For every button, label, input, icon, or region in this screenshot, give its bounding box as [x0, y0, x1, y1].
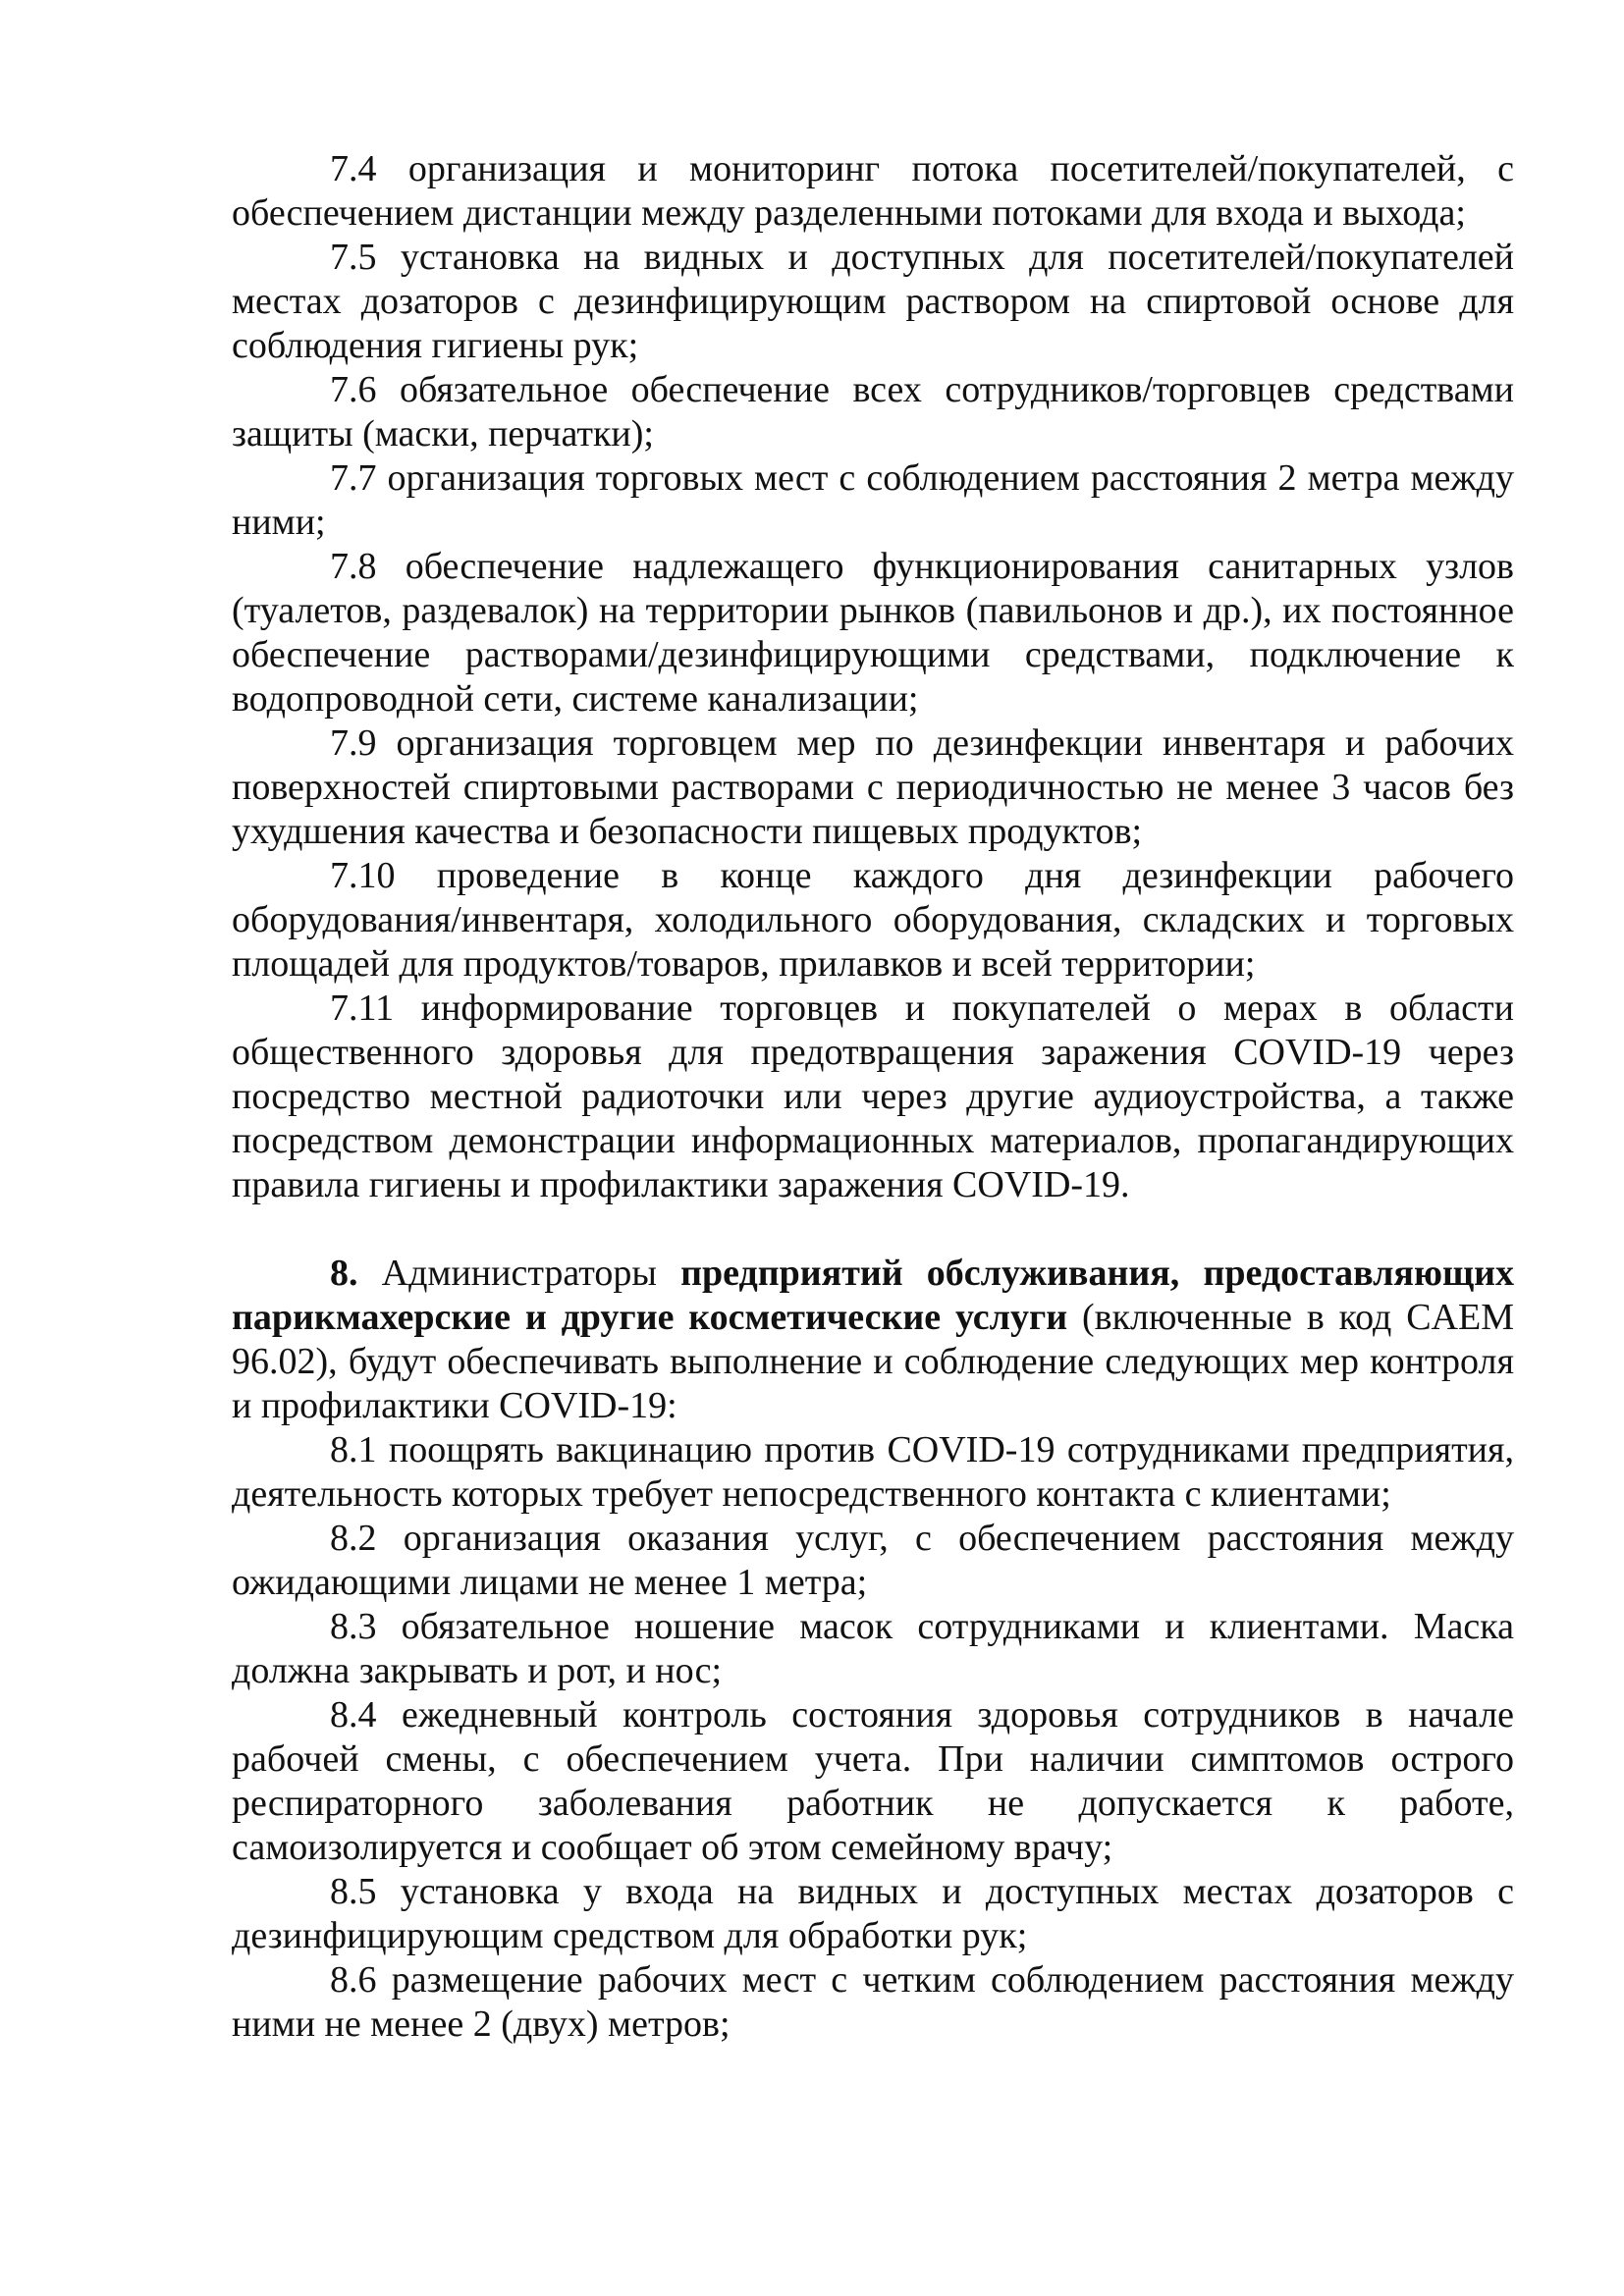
list-item-7-4: 7.4 организация и мониторинг потока посетителей/покупателей, с обеспечением дистанции между разделенными потоками для входа и выхода;: [232, 148, 1514, 234]
list-item-7-6: 7.6 обязательное обеспечение всех сотрудников/торговцев средствами защиты (маски, перчатки);: [232, 369, 1514, 454]
list-item-7-10: 7.10 проведение в конце каждого дня дезинфекции рабочего оборудования/инвентаря, холодильного оборудования, складских и торговых площадей для продуктов/товаров, прилавков и всей территории;: [232, 855, 1514, 985]
section-8-heading: [232, 1252, 1514, 1428]
list-item-7-8: 7.8 обеспечение надлежащего функционирования санитарных узлов (туалетов, раздевалок) на территории рынков (павильонов и др.), их постоянное обеспечение растворами/дезинфицирующими средствами, подключение к водопроводной сети, системе канализации;: [232, 546, 1514, 720]
section-8-rest: (включенные в код CAEM 96.02), будут обеспечивать выполнение и соблюдение следующих мер контроля и профилактики COVID-19:: [232, 1297, 1514, 1426]
list-item-7-11: 7.11 информирование торговцев и покупателей о мерах в области общественного здоровья для предотвращения заражения COVID-19 через посредство местной радиоточки или через другие аудиоустройства, а также посредством демонстрации информационных материалов, пропагандирующих правила гигиены и профилактики заражения COVID-19.: [232, 988, 1514, 1205]
list-item-8-5: 8.5 установка у входа на видных и доступных местах дозаторов с дезинфицирующим средством для обработки рук;: [232, 1871, 1514, 1956]
section-8: [232, 1252, 1514, 2047]
document-page: [232, 147, 1514, 2047]
section-7-list: [232, 147, 1514, 1207]
section-8-bold-phrase: предприятий обслуживания, предоставляющих парикмахерские и другие косметические услуги: [232, 1253, 1514, 1338]
list-item-8-6: 8.6 размещение рабочих мест с четким соблюдением расстояния между ними не менее 2 (двух) метров;: [232, 1959, 1514, 2045]
list-item-8-3: 8.3 обязательное ношение масок сотрудниками и клиентами. Маска должна закрывать и рот, и нос;: [232, 1606, 1514, 1691]
section-8-number: 8.: [330, 1253, 358, 1294]
list-item-8-2: 8.2 организация оказания услуг, с обеспечением расстояния между ожидающими лицами не менее 1 метра;: [232, 1518, 1514, 1603]
list-item-8-1: 8.1 поощрять вакцинацию против COVID-19 сотрудниками предприятия, деятельность которых требует непосредственного контакта с клиентами;: [232, 1429, 1514, 1515]
section-8-lead: Администраторы: [357, 1253, 681, 1294]
list-item-7-7: 7.7 организация торговых мест с соблюдением расстояния 2 метра между ними;: [232, 457, 1514, 543]
section-gap: [232, 1207, 1514, 1252]
list-item-8-4: 8.4 ежедневный контроль состояния здоровья сотрудников в начале рабочей смены, с обеспечением учета. При наличии симптомов острого респираторного заболевания работник не допускается к работе, самоизолируется и сообщает об этом семейному врачу;: [232, 1694, 1514, 1868]
list-item-7-5: 7.5 установка на видных и доступных для посетителей/покупателей местах дозаторов с дезинфицирующим раствором на спиртовой основе для соблюдения гигиены рук;: [232, 237, 1514, 366]
list-item-7-9: 7.9 организация торговцем мер по дезинфекции инвентаря и рабочих поверхностей спиртовыми растворами с периодичностью не менее 3 часов без ухудшения качества и безопасности пищевых продуктов;: [232, 722, 1514, 852]
